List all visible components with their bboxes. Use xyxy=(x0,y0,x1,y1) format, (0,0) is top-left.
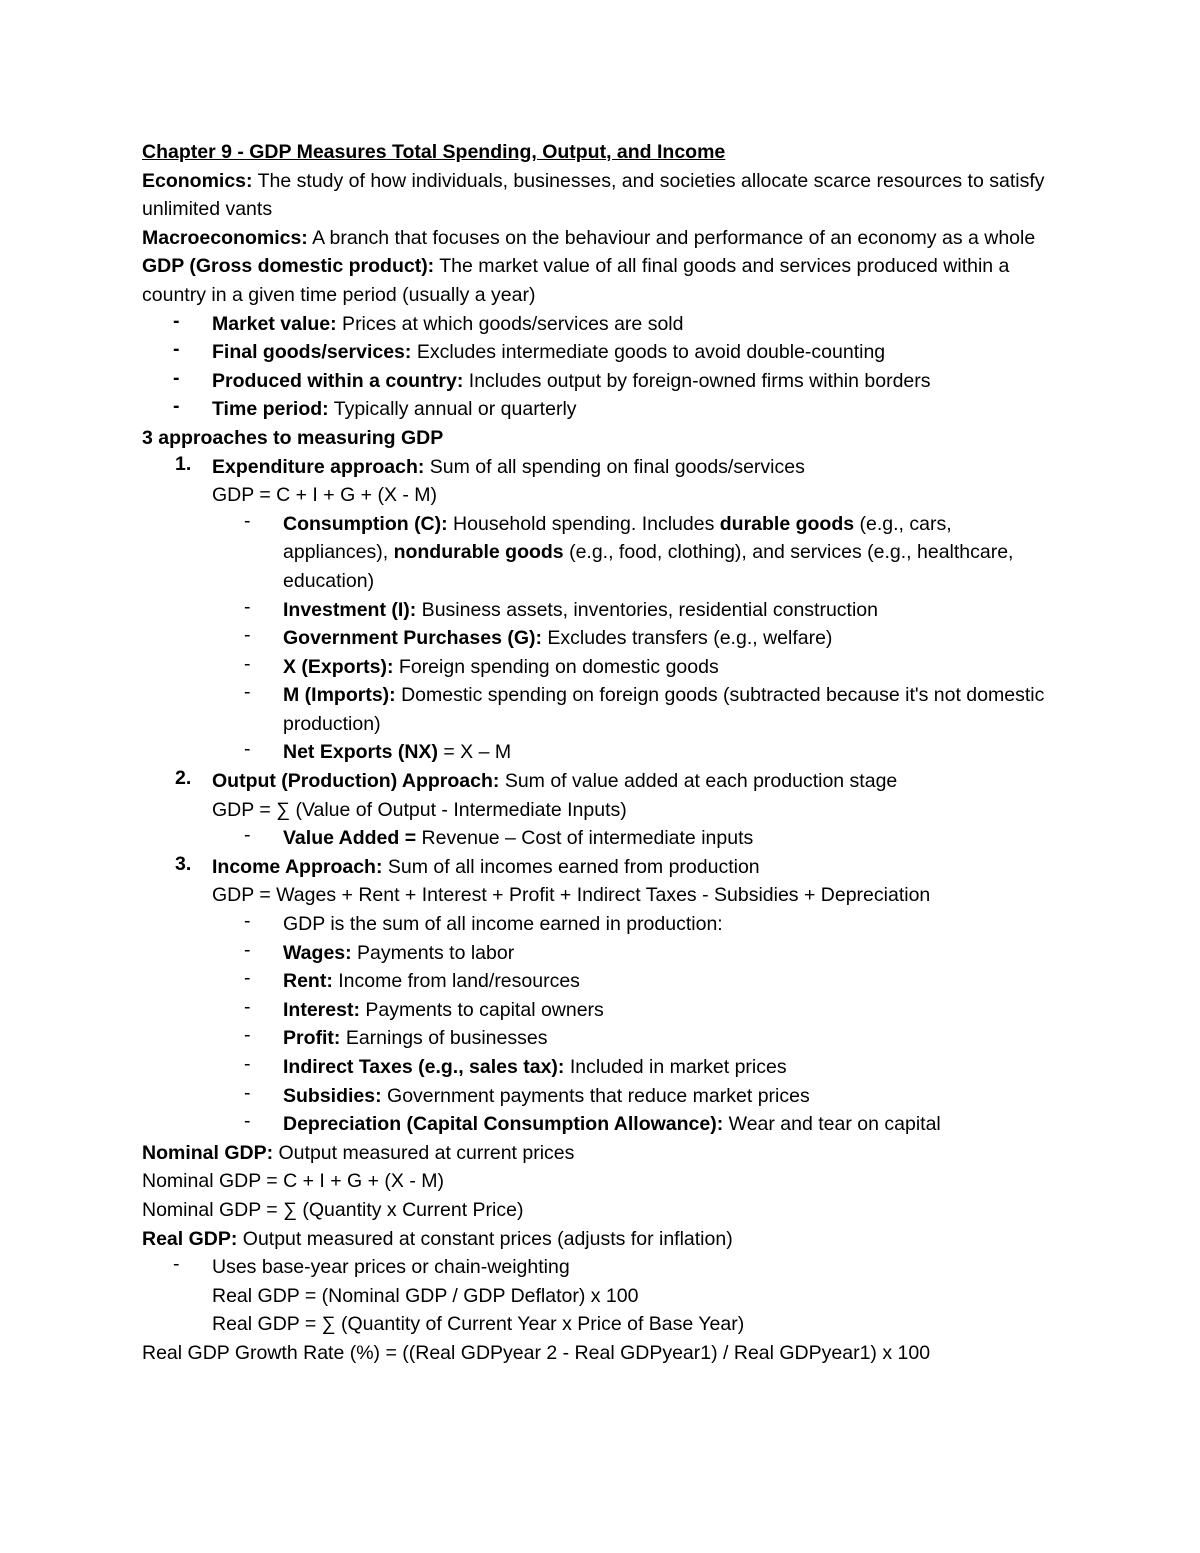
income-item xyxy=(142,967,1062,996)
definition-gdp xyxy=(142,252,1062,309)
definition-text: Output measured at constant prices (adjusts for inflation) xyxy=(237,1227,733,1250)
approach-term: Income Approach: xyxy=(212,855,383,878)
bullet-dash: - xyxy=(244,910,251,933)
definition-text: Output measured at current prices xyxy=(273,1141,575,1164)
bullet-dash: - xyxy=(173,338,180,361)
durable-goods-term: durable goods xyxy=(719,512,855,535)
bullet-dash: - xyxy=(244,624,251,647)
approach-expenditure xyxy=(142,453,1062,482)
term-real-gdp: Real GDP: xyxy=(142,1227,238,1250)
component-imports xyxy=(142,681,1062,738)
formula-nominal-2: Nominal GDP = ∑ (Quantity x Current Price) xyxy=(142,1198,524,1221)
approach-term: Expenditure approach: xyxy=(212,455,425,478)
approach-term: Output (Production) Approach: xyxy=(212,770,500,793)
definition-nominal-gdp xyxy=(142,1139,1062,1168)
component-term: Value Added = xyxy=(283,827,417,850)
bullet-dash: - xyxy=(244,1110,251,1133)
term-macroeconomics: Macroeconomics: xyxy=(142,226,308,249)
bullet-dash: - xyxy=(244,938,251,961)
point-term: Market value: xyxy=(212,312,337,335)
formula-nominal-1: Nominal GDP = C + I + G + (X - M) xyxy=(142,1170,444,1193)
component-term: Wages: xyxy=(283,941,352,964)
component-text: Government payments that reduce market prices xyxy=(381,1084,810,1107)
income-item xyxy=(142,939,1062,968)
income-item xyxy=(142,1110,1062,1139)
bullet-dash: - xyxy=(244,1024,251,1047)
bullet-dash: - xyxy=(244,681,251,704)
definition-real-gdp xyxy=(142,1225,1062,1254)
list-number: 3. xyxy=(175,852,192,875)
income-item xyxy=(142,1053,1062,1082)
component-term: Subsidies: xyxy=(283,1084,382,1107)
income-item xyxy=(142,996,1062,1025)
component-text: (e.g., food, clothing), and services (e.g., healthcare, education) xyxy=(283,541,1014,592)
component-text: Domestic spending on foreign goods (subtracted because it's not domestic production) xyxy=(283,684,1045,735)
component-value-added xyxy=(142,824,1062,853)
bullet-dash: - xyxy=(244,1053,251,1075)
approach-text: Sum of value added at each production stage xyxy=(499,770,898,793)
component-text: Income from land/resources xyxy=(332,970,580,993)
bullet-dash: - xyxy=(244,1081,251,1104)
nondurable-goods-term: nondurable goods xyxy=(393,541,564,564)
bullet-dash: - xyxy=(244,595,251,618)
bullet-dash: - xyxy=(173,1253,180,1276)
bullet-dash: - xyxy=(244,967,251,990)
component-term: Government Purchases (G): xyxy=(283,627,542,650)
component-term: Depreciation (Capital Consumption Allowance): xyxy=(283,1113,724,1136)
component-investment xyxy=(142,596,1062,625)
page-title: Chapter 9 - GDP Measures Total Spending, Output, and Income xyxy=(142,141,726,163)
component-term: Interest: xyxy=(283,998,360,1021)
component-text: Wear and tear on capital xyxy=(723,1113,941,1136)
component-text: Payments to capital owners xyxy=(359,998,604,1021)
bullet-dash: - xyxy=(173,395,180,418)
point-text: Typically annual or quarterly xyxy=(328,398,577,421)
component-term: Indirect Taxes (e.g., sales tax): xyxy=(283,1056,565,1078)
note-text: Uses base-year prices or chain-weighting xyxy=(212,1256,570,1279)
formula-output: GDP = ∑ (Value of Output - Intermediate Inputs) xyxy=(212,798,627,821)
approach-text: Sum of all spending on final goods/services xyxy=(424,455,805,478)
approaches-heading xyxy=(142,424,1062,453)
term-economics: Economics: xyxy=(142,169,253,192)
component-term: Rent: xyxy=(283,970,333,993)
component-term: M (Imports): xyxy=(283,684,396,707)
point-term: Time period: xyxy=(212,398,329,421)
formula-real-growth: Real GDP Growth Rate (%) = ((Real GDPyear 2 - Real GDPyear1) / Real GDPyear1) x 100 xyxy=(142,1341,931,1364)
component-term: X (Exports): xyxy=(283,655,394,678)
component-exports xyxy=(142,653,1062,682)
bullet-dash: - xyxy=(173,309,180,332)
component-text: Foreign spending on domestic goods xyxy=(393,655,719,678)
list-number: 2. xyxy=(175,767,192,790)
bullet-dash: - xyxy=(244,509,251,532)
bullet-dash: - xyxy=(244,824,251,847)
term-gdp: GDP (Gross domestic product): xyxy=(142,255,435,278)
real-gdp-note xyxy=(142,1253,1062,1282)
approach-income xyxy=(142,853,1062,882)
component-consumption xyxy=(142,510,1062,596)
component-text: Included in market prices xyxy=(564,1056,787,1078)
component-text: Revenue – Cost of intermediate inputs xyxy=(416,827,754,850)
term-nominal-gdp: Nominal GDP: xyxy=(142,1141,274,1164)
gdp-point xyxy=(142,395,1062,424)
definition-economics xyxy=(142,167,1062,224)
component-term: Consumption (C): xyxy=(283,512,448,535)
component-text: Household spending. Includes xyxy=(447,512,720,535)
point-text: Excludes intermediate goods to avoid double-counting xyxy=(411,341,886,364)
component-text: (e.g., cars, appliances), xyxy=(283,512,952,564)
point-term: Produced within a country: xyxy=(212,369,464,392)
income-item xyxy=(142,1024,1062,1053)
component-text: Business assets, inventories, residential construction xyxy=(416,598,878,621)
document-body xyxy=(142,138,1062,1368)
formula-expenditure: GDP = C + I + G + (X - M) xyxy=(212,484,438,507)
income-intro xyxy=(142,910,1062,939)
list-number: 1. xyxy=(175,452,192,475)
gdp-point xyxy=(142,338,1062,367)
bullet-dash: - xyxy=(244,995,251,1018)
gdp-point xyxy=(142,310,1062,339)
definition-text: The study of how individuals, businesses, and societies allocate scarce resources to satisfy unlimited vants xyxy=(142,169,1045,221)
component-text: = X – M xyxy=(437,741,512,764)
income-item xyxy=(142,1082,1062,1111)
formula-real-2: Real GDP = ∑ (Quantity of Current Year x Price of Base Year) xyxy=(212,1313,745,1336)
approach-text: Sum of all incomes earned from production xyxy=(382,855,760,878)
definition-text: A branch that focuses on the behaviour and performance of an economy as a whole xyxy=(307,226,1036,249)
formula-real-1: Real GDP = (Nominal GDP / GDP Deflator) x 100 xyxy=(212,1284,639,1307)
component-term: Profit: xyxy=(283,1027,341,1050)
component-text: Earnings of businesses xyxy=(340,1027,548,1050)
component-government xyxy=(142,624,1062,653)
gdp-point xyxy=(142,367,1062,396)
bullet-dash: - xyxy=(244,738,251,761)
bullet-dash: - xyxy=(173,366,180,389)
intro-text: GDP is the sum of all income earned in production: xyxy=(283,913,723,936)
point-text: Includes output by foreign-owned firms within borders xyxy=(463,369,931,392)
heading-text: 3 approaches to measuring GDP xyxy=(142,426,444,449)
formula-income: GDP = Wages + Rent + Interest + Profit + Indirect Taxes - Subsidies + Depreciation xyxy=(212,884,931,907)
point-term: Final goods/services: xyxy=(212,341,412,364)
definition-text: The market value of all final goods and services produced within a country in a given time period (usually a year) xyxy=(142,255,1010,306)
component-term: Net Exports (NX) xyxy=(283,741,438,764)
component-text: Payments to labor xyxy=(351,941,515,964)
approach-output xyxy=(142,767,1062,796)
definition-macroeconomics xyxy=(142,224,1062,253)
component-net-exports xyxy=(142,738,1062,767)
point-text: Prices at which goods/services are sold xyxy=(336,312,684,335)
component-text: Excludes transfers (e.g., welfare) xyxy=(541,627,833,650)
component-term: Investment (I): xyxy=(283,598,417,621)
bullet-dash: - xyxy=(244,652,251,675)
